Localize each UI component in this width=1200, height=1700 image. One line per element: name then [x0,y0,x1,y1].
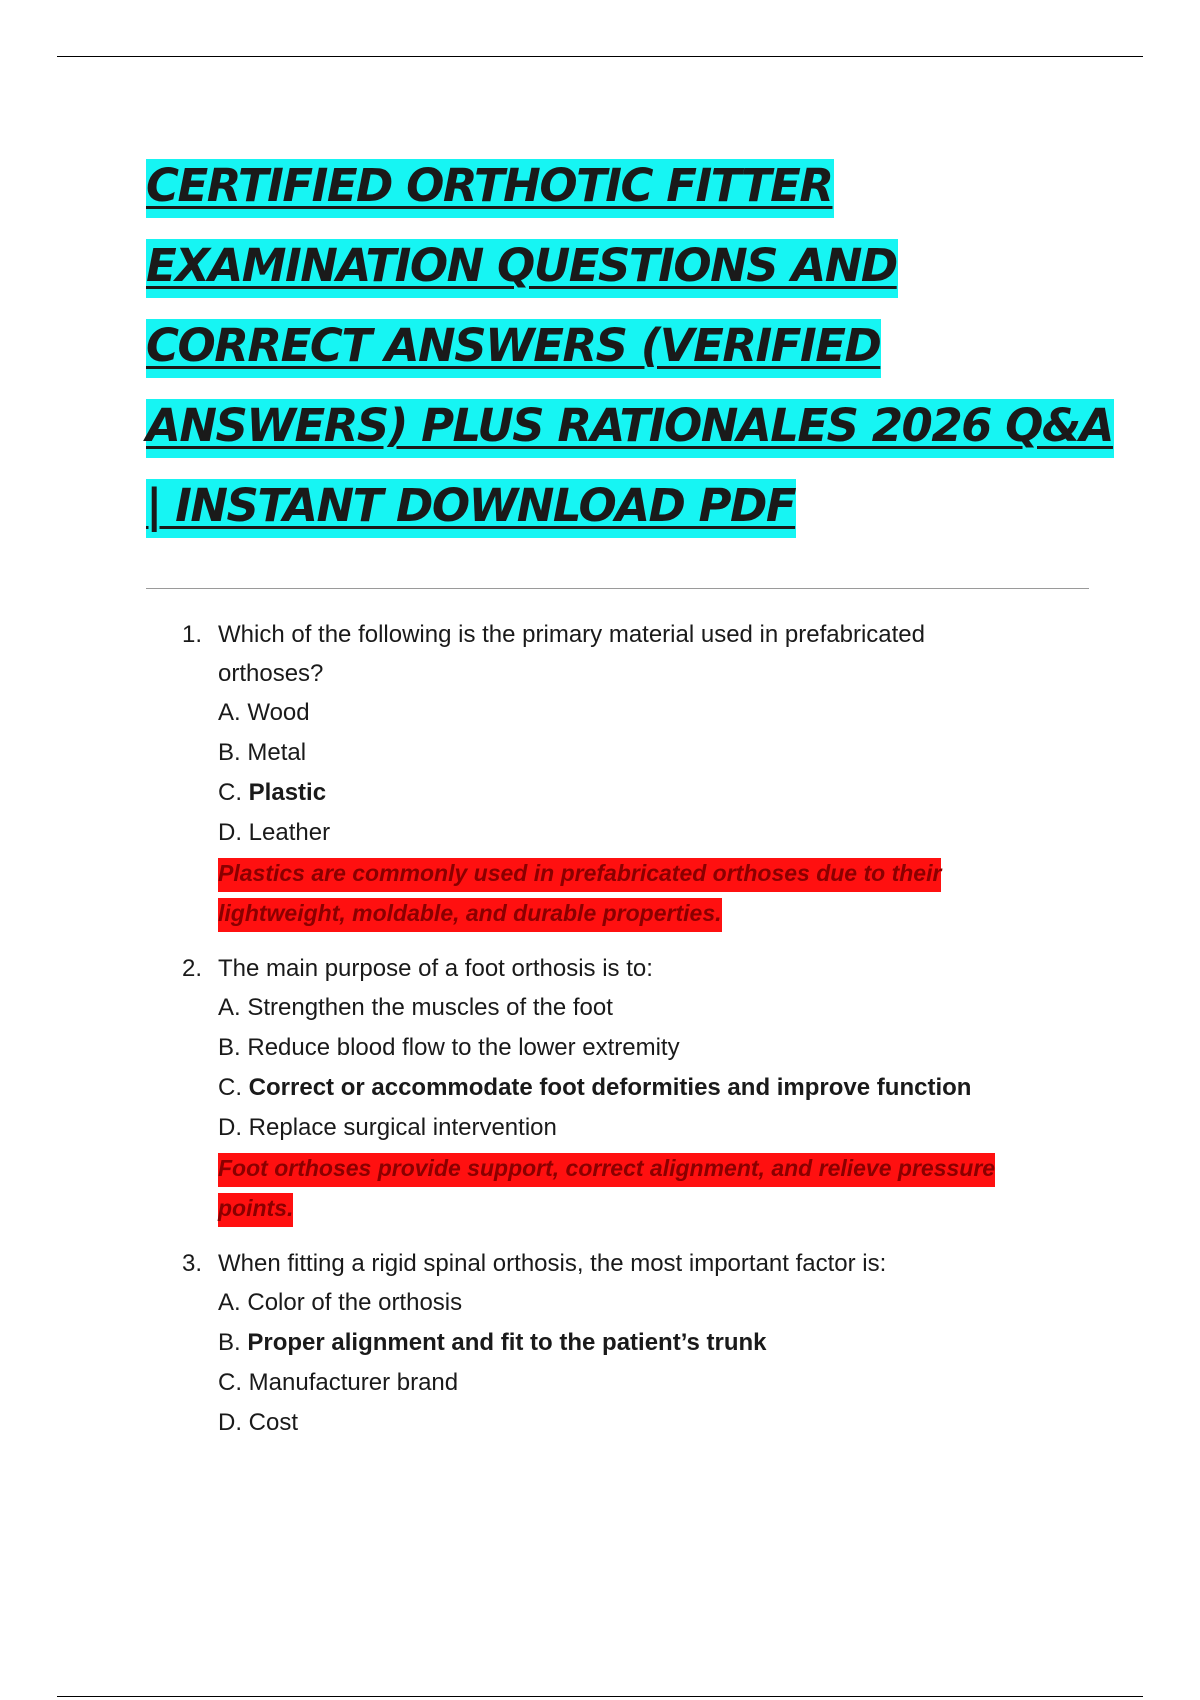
question-item [0,615,1200,933]
question-text: The main purpose of a foot orthosis is to: [218,955,653,982]
rationale [218,853,1048,933]
answer-option [218,1403,1028,1443]
option-letter: A. [218,994,241,1021]
answer-option [218,813,1028,853]
option-text: Color of the orthosis [247,1289,463,1316]
question-number: 3. [182,1250,203,1277]
answer-option [218,1363,1028,1403]
option-letter: D. [218,1114,242,1141]
option-text: Wood [247,699,310,726]
answer-option-correct [218,773,1028,813]
option-letter: B. [218,1329,241,1356]
rationale [218,1148,1048,1228]
title-line: CERTIFIED ORTHOTIC FITTER [146,146,1106,226]
question-body [218,1244,1028,1443]
question-body [218,949,1028,1228]
option-text: Manufacturer brand [248,1369,459,1396]
answer-option-correct [218,1323,1028,1363]
answer-option [218,1108,1028,1148]
option-letter: B. [218,739,241,766]
option-text: Replace surgical intervention [248,1114,557,1141]
option-text-correct: Proper alignment and fit to the patient’s trunk [247,1329,767,1356]
option-text: Strengthen the muscles of the foot [247,994,613,1021]
question-item [0,949,1200,1228]
answer-option [218,733,1028,773]
question-text: When fitting a rigid spinal orthosis, the most important factor is: [218,1250,887,1277]
page-top-rule [57,56,1143,57]
title-line: EXAMINATION QUESTIONS AND [146,226,1106,306]
option-letter: B. [218,1034,241,1061]
title-line: | INSTANT DOWNLOAD PDF [146,466,1106,546]
option-letter: A. [218,1289,241,1316]
answer-option [218,693,1028,733]
option-letter: D. [218,1409,242,1436]
question-item [0,1244,1200,1443]
option-letter: A. [218,699,241,726]
option-text: Leather [248,819,331,846]
question-body [218,615,1028,933]
answer-option [218,1028,1028,1068]
page-bottom-rule [57,1696,1143,1697]
option-letter: D. [218,819,242,846]
option-letter: C. [218,779,242,806]
option-text-correct: Correct or accommodate foot deformities and improve function [248,1074,972,1101]
option-text: Reduce blood flow to the lower extremity [247,1034,680,1061]
rationale-text: Plastics are commonly used in prefabricated orthoses due to their lightweight, moldable, and durable properties. [218,858,941,932]
option-letter: C. [218,1369,242,1396]
answer-option-correct [218,1068,1028,1108]
option-text: Cost [248,1409,299,1436]
question-number: 2. [182,955,203,982]
option-letter: C. [218,1074,242,1101]
answer-option [218,1283,1028,1323]
option-text: Metal [247,739,307,766]
section-divider [146,588,1089,589]
title-line: CORRECT ANSWERS (VERIFIED [146,306,1106,386]
question-number: 1. [182,621,203,648]
document-title [146,146,1113,546]
rationale-text: Foot orthoses provide support, correct alignment, and relieve pressure points. [218,1153,995,1227]
question-text: Which of the following is the primary material used in prefabricated orthoses? [218,621,925,687]
answer-option [218,988,1028,1028]
question-list [0,615,1200,1459]
option-text-correct: Plastic [248,779,327,806]
title-line: ANSWERS) PLUS RATIONALES 2026 Q&A [146,386,1106,466]
